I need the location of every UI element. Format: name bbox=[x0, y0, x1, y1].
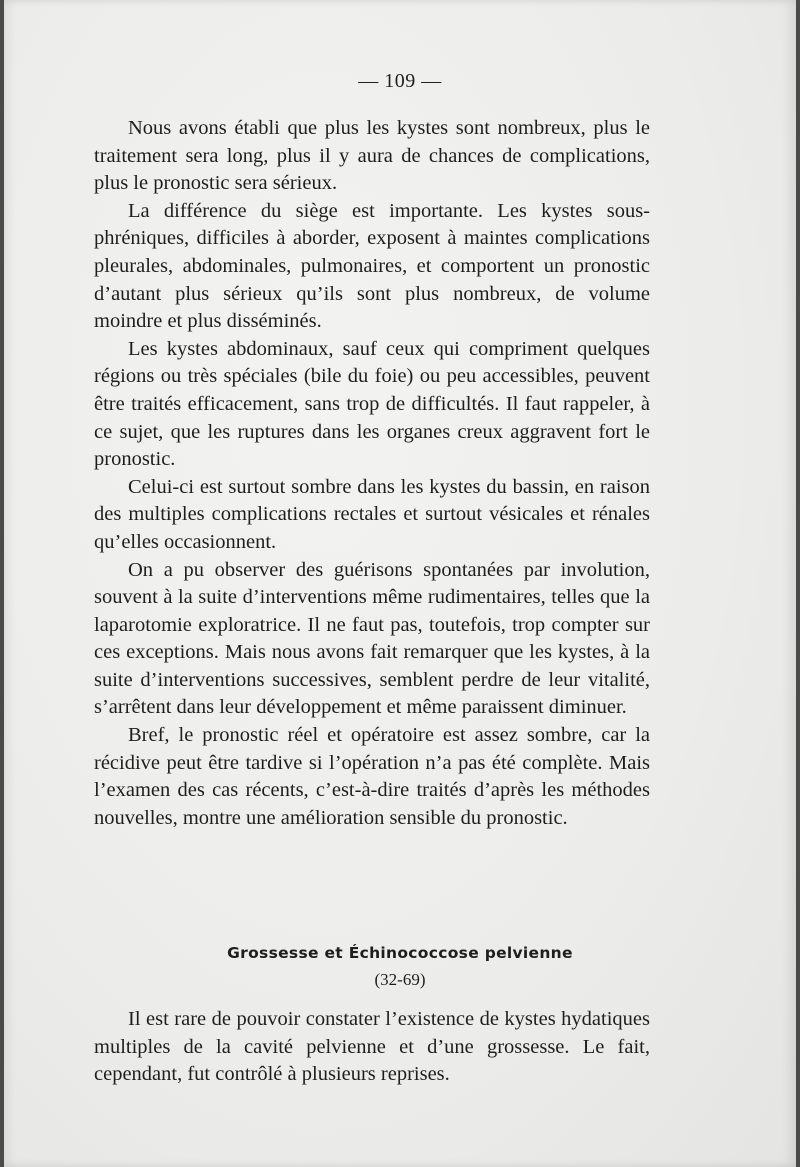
paragraph-spontaneous-healing: On a pu observer des guérisons spontanées par involution, souvent à la suite d’interventions même rudimentaires, telles que la laparotomie exploratrice. Il ne faut pas, toutefois, trop compter sur ces exceptions. Mais nous avons fait remarquer que les kystes, à la suite d’interventions successives, semblent perdre de leur vitalité, s’arrêtent dans leur développement et même paraissent diminuer. bbox=[94, 558, 650, 719]
body-text bbox=[94, 115, 650, 832]
paragraph-pregnancy-echinococcosis: Il est rare de pouvoir constater l’existence de kystes hydatiques multiples de la cavité pelvienne et d’une grossesse. Le fait, cependant, fut contrôlé à plusieurs reprises. bbox=[94, 1008, 650, 1086]
paragraph-pelvic-cysts: Celui-ci est surtout sombre dans les kystes du bassin, en raison des multiples complications rectales et surtout vésicales et rénales qu’elles occasionnent. bbox=[94, 475, 650, 553]
section-heading: Grossesse et Échinococcose pelvienne bbox=[227, 944, 573, 962]
paragraph-prognosis: Bref, le pronostic réel et opératoire est assez sombre, car la récidive peut être tardive si l’opération n’a pas été complète. Mais l’examen des cas récents, c’est-à-dire traités d’après les méthodes nouvelles, montre une amélioration sensible du pronostic. bbox=[94, 724, 650, 829]
paragraph-cyst-count: Nous avons établi que plus les kystes sont nombreux, plus le traitement sera long, plus il y aura de chances de complications, plus le pronostic sera sérieux. bbox=[94, 117, 650, 195]
page-number: — 109 — bbox=[358, 70, 442, 92]
paragraph-cyst-location: La différence du siège est importante. Les kystes sousphréniques, difficiles à aborder, exposent à maintes complications pleurales, abdominales, pulmonaires, et comportent un pronostic d’autant plus sérieux qu’ils sont plus nombreux, de volume moindre et plus disséminés. bbox=[94, 199, 650, 333]
paragraph-abdominal-cysts: Les kystes abdominaux, sauf ceux qui compriment quelques régions ou très spéciales (bile du foie) ou peu accessibles, peuvent être traités efficacement, sans trop de difficultés. Il faut rappeler, à ce sujet, que les ruptures dans les organes creux aggravent fort le pronostic. bbox=[94, 337, 650, 471]
section-body bbox=[94, 1006, 650, 1089]
section-reference: (32-69) bbox=[374, 970, 426, 989]
